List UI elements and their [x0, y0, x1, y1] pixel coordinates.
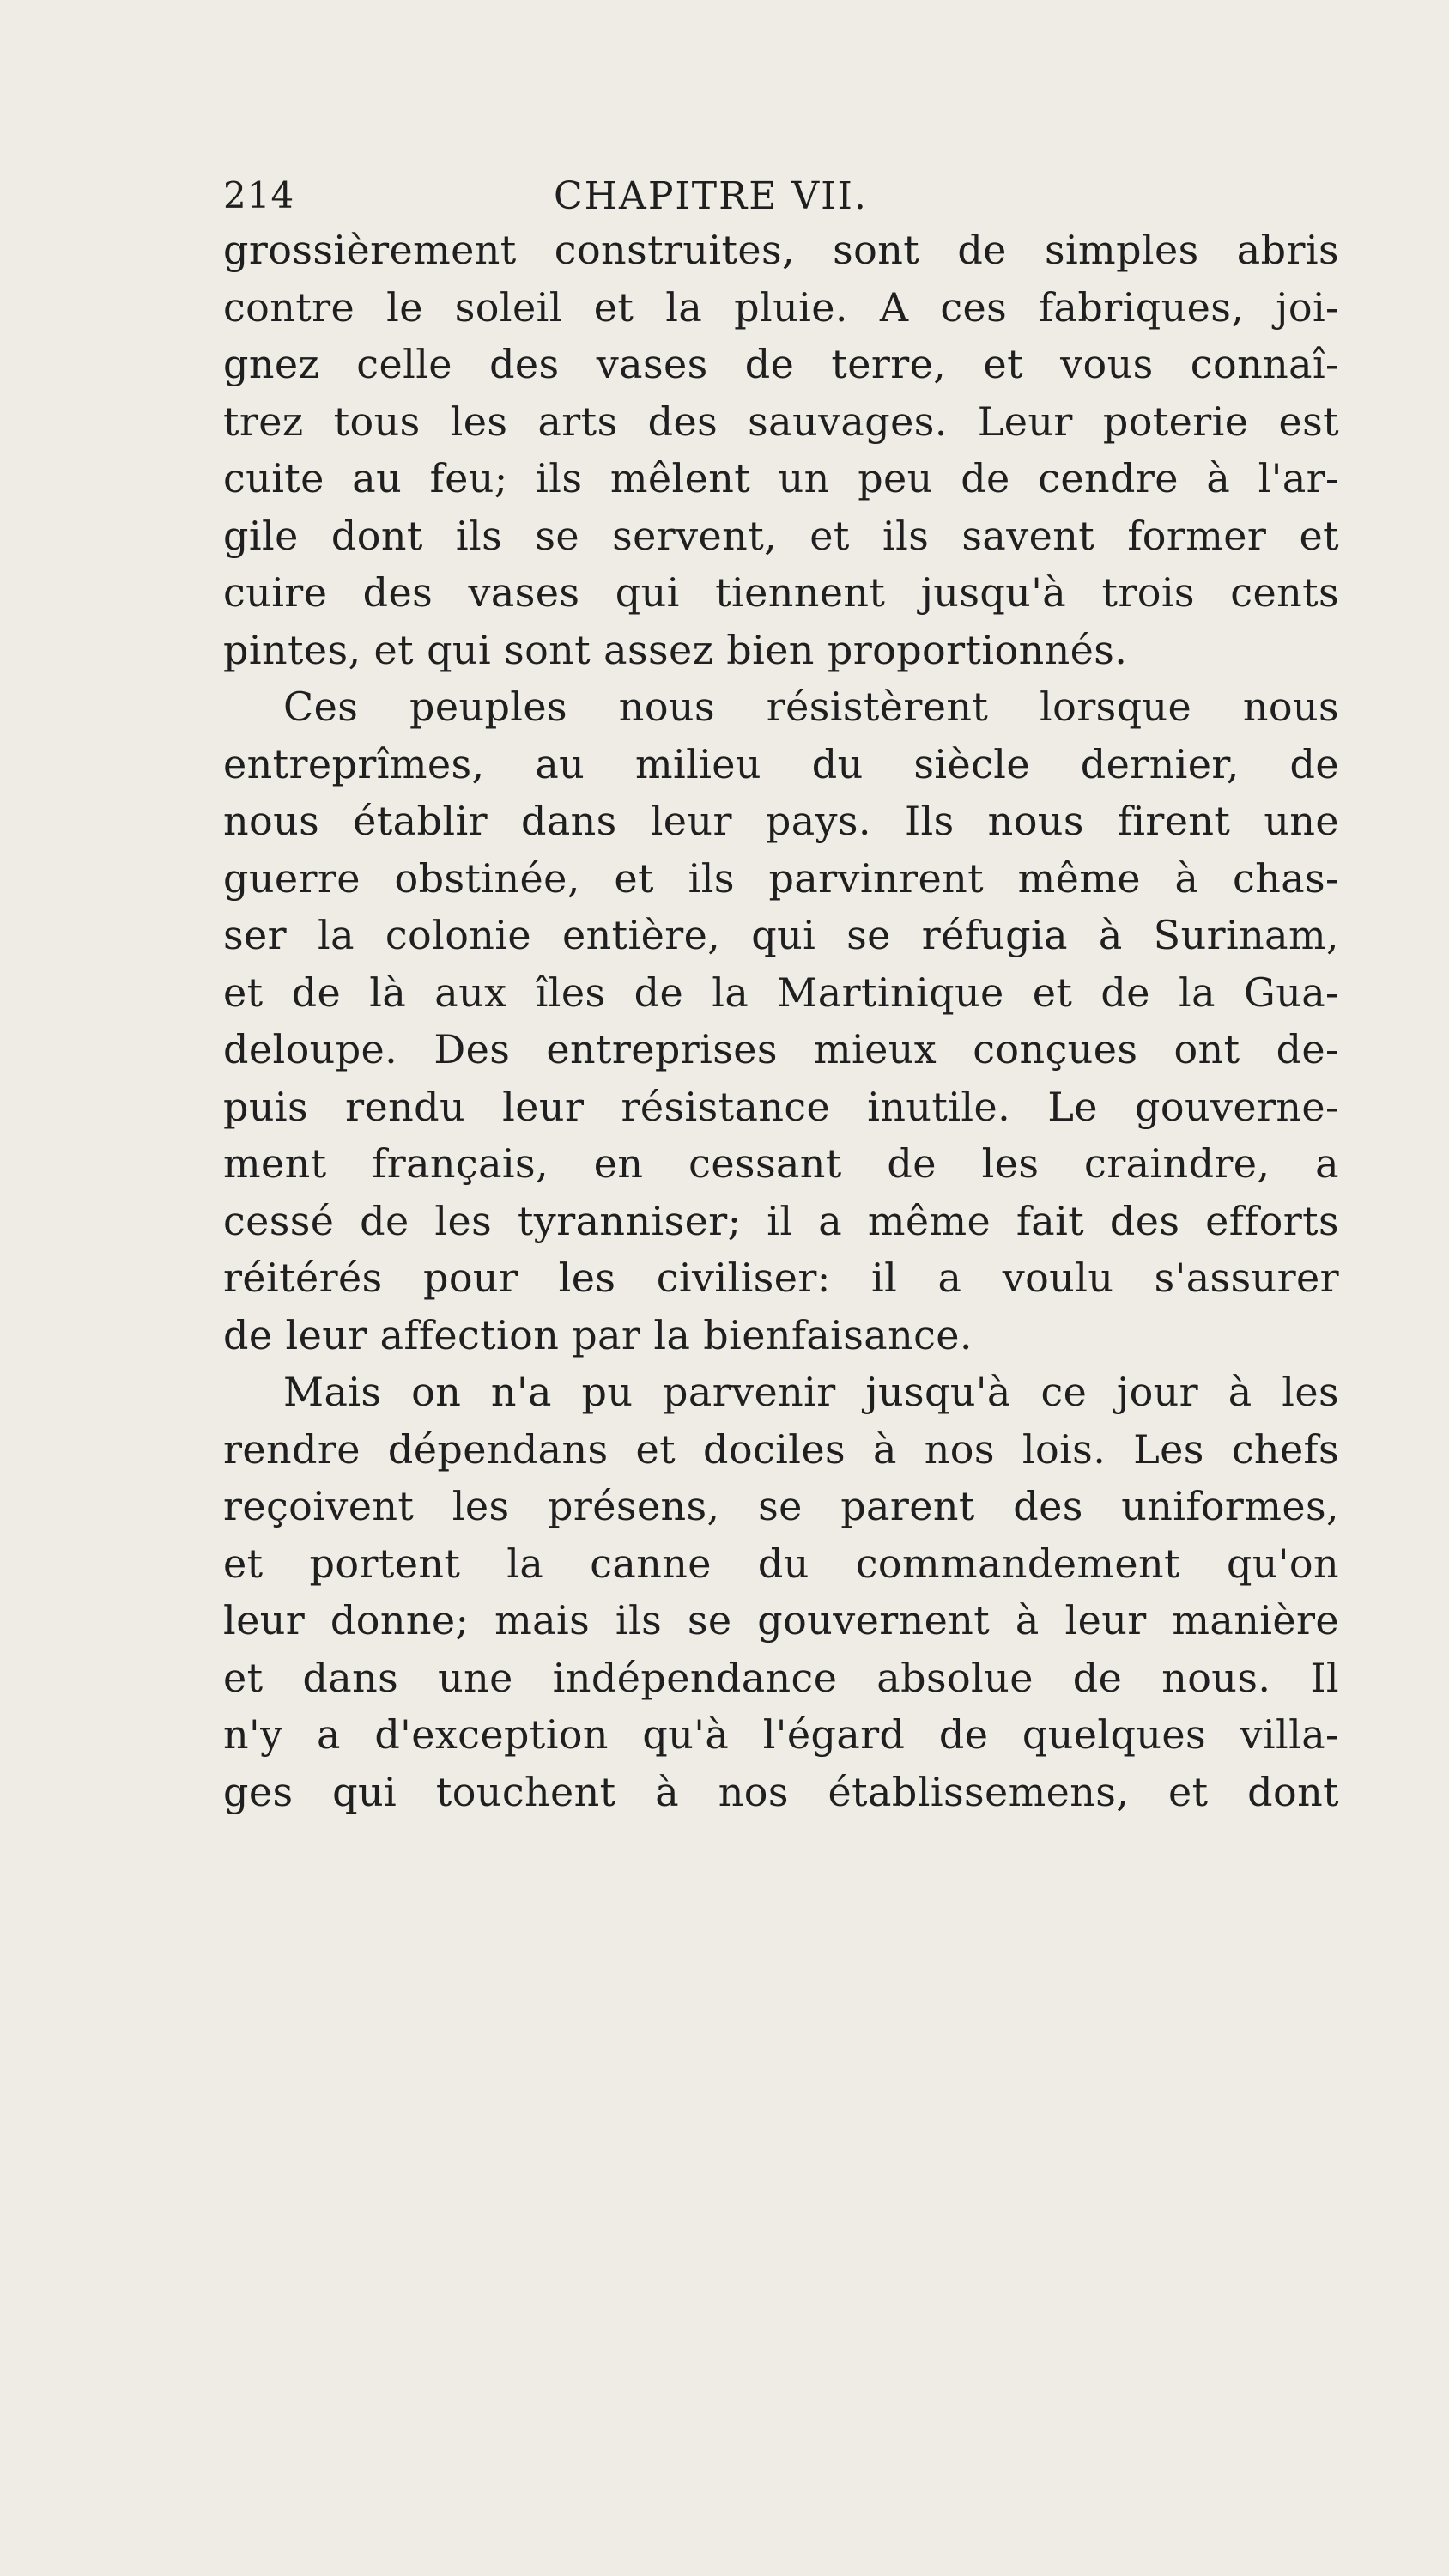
text-line: ment français, en cessant de les craindre, a	[223, 1140, 1339, 1187]
text-line: ser la colonie entière, qui se réfugia à Surinam,	[223, 912, 1339, 958]
paragraph-start-line: Ces peuples nous résistèrent lorsque nous	[283, 683, 1339, 730]
page-number: 214	[223, 174, 295, 216]
text-line: rendre dépendans et dociles à nos lois. Les chefs	[223, 1425, 1339, 1473]
text-line: gile dont ils se servent, et ils savent former et	[223, 512, 1339, 559]
text-line: ges qui touchent à nos établissemens, et dont	[223, 1768, 1339, 1815]
text-line: leur donne; mais ils se gouvernent à leur manière	[223, 1597, 1339, 1643]
text-line: pintes, et qui sont assez bien proportionnés.	[223, 626, 1128, 673]
text-line: gnez celle des vases de terre, et vous connaî-	[223, 341, 1339, 387]
running-head: CHAPITRE VII.	[554, 174, 868, 218]
text-line: contre le soleil et la pluie. A ces fabriques, joi-	[223, 283, 1339, 331]
text-line: deloupe. Des entreprises mieux conçues ont de-	[223, 1026, 1339, 1072]
page-header	[223, 174, 1339, 226]
text-line: et de là aux îles de la Martinique et de la Gua-	[223, 969, 1339, 1016]
text-line: et dans une indépendance absolue de nous. Il	[223, 1654, 1339, 1701]
body-text	[223, 222, 1339, 1820]
text-line: trez tous les arts des sauvages. Leur poterie est	[223, 398, 1339, 445]
text-line: cessé de les tyranniser; il a même fait des efforts	[223, 1197, 1339, 1244]
text-line: de leur affection par la bienfaisance.	[223, 1311, 973, 1358]
text-line: nous établir dans leur pays. Ils nous firent une	[223, 798, 1339, 844]
text-line: et portent la canne du commandement qu'on	[223, 1540, 1339, 1587]
text-line: n'y a d'exception qu'à l'égard de quelques villa-	[223, 1711, 1339, 1758]
text-line: cuire des vases qui tiennent jusqu'à trois cents	[223, 569, 1339, 616]
text-line: cuite au feu; ils mêlent un peu de cendre à l'ar-	[223, 455, 1339, 501]
text-line: réitérés pour les civiliser: il a voulu s'assurer	[223, 1255, 1339, 1301]
text-line: puis rendu leur résistance inutile. Le gouverne-	[223, 1083, 1339, 1130]
text-line: grossièrement construites, sont de simples abris	[223, 227, 1339, 273]
text-line: reçoivent les présens, se parent des uniformes,	[223, 1483, 1339, 1529]
text-line: guerre obstinée, et ils parvinrent même à chas-	[223, 854, 1339, 902]
text-line: entreprîmes, au milieu du siècle dernier, de	[223, 740, 1339, 787]
paragraph-start-line: Mais on n'a pu parvenir jusqu'à ce jour à les	[283, 1369, 1339, 1415]
